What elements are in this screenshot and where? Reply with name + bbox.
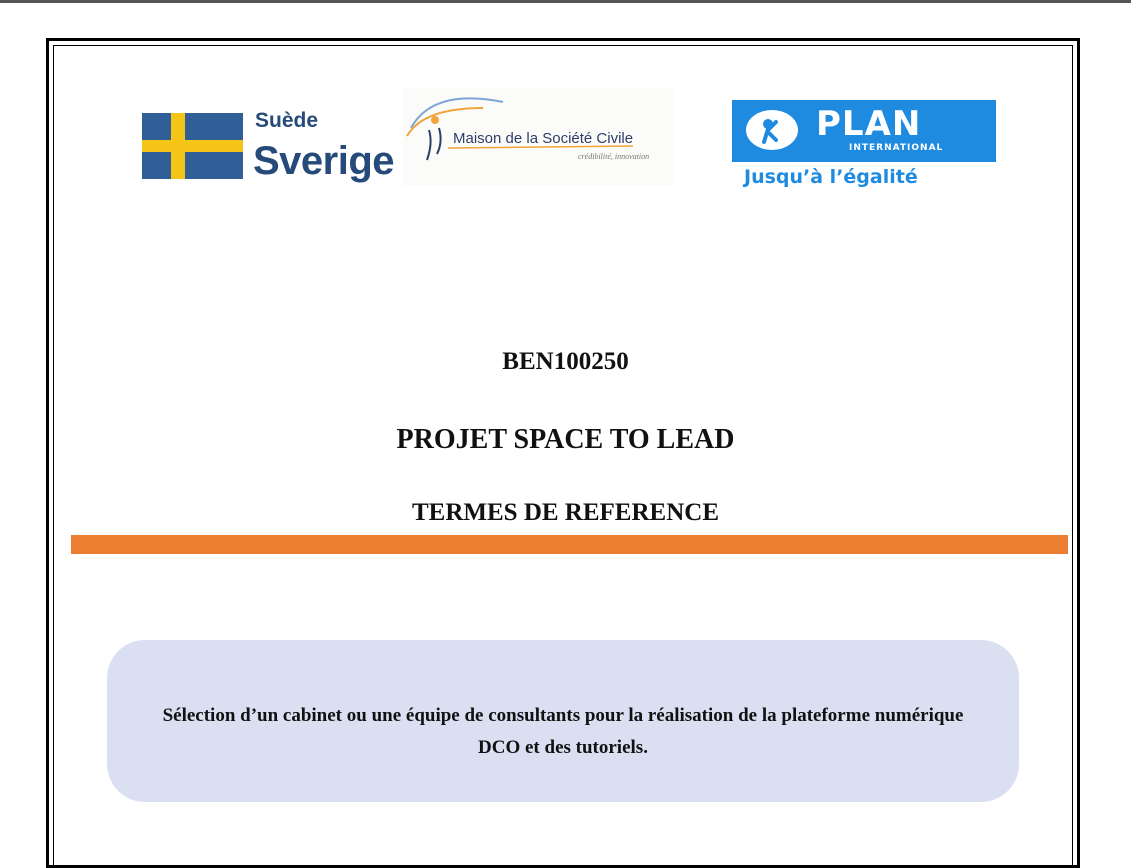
plan-logo-banner — [732, 100, 996, 162]
plan-logo-subword: INTERNATIONAL — [849, 143, 944, 153]
description-text: Sélection d’un cabinet ou une équipe de consultants pour la réalisation de la plateforme numérique DCO et des tutoriels. — [162, 705, 964, 758]
top-rule — [0, 0, 1131, 3]
sweden-logo — [140, 105, 395, 187]
plan-international-logo — [732, 100, 1007, 192]
plan-child-icon — [746, 110, 798, 150]
sweden-logo-small-text: Suède — [255, 109, 319, 132]
msc-logo-tagline: crédibilité, innovation — [578, 152, 650, 161]
swedish-flag-icon — [142, 113, 243, 179]
plan-logo-word: PLAN — [816, 104, 922, 144]
sweden-logo-big-text: Sverige — [253, 139, 395, 183]
document-subtitle: TERMES DE REFERENCE — [412, 499, 719, 526]
description-box — [107, 640, 1019, 802]
maison-societe-civile-logo — [403, 88, 673, 186]
plan-logo-slogan: Jusqu’à l’égalité — [744, 166, 918, 188]
accent-divider — [71, 535, 1068, 554]
project-title: PROJET SPACE TO LEAD — [396, 424, 735, 455]
document-code: BEN100250 — [502, 348, 629, 375]
msc-logo-title: Maison de la Société Civile — [453, 130, 634, 147]
